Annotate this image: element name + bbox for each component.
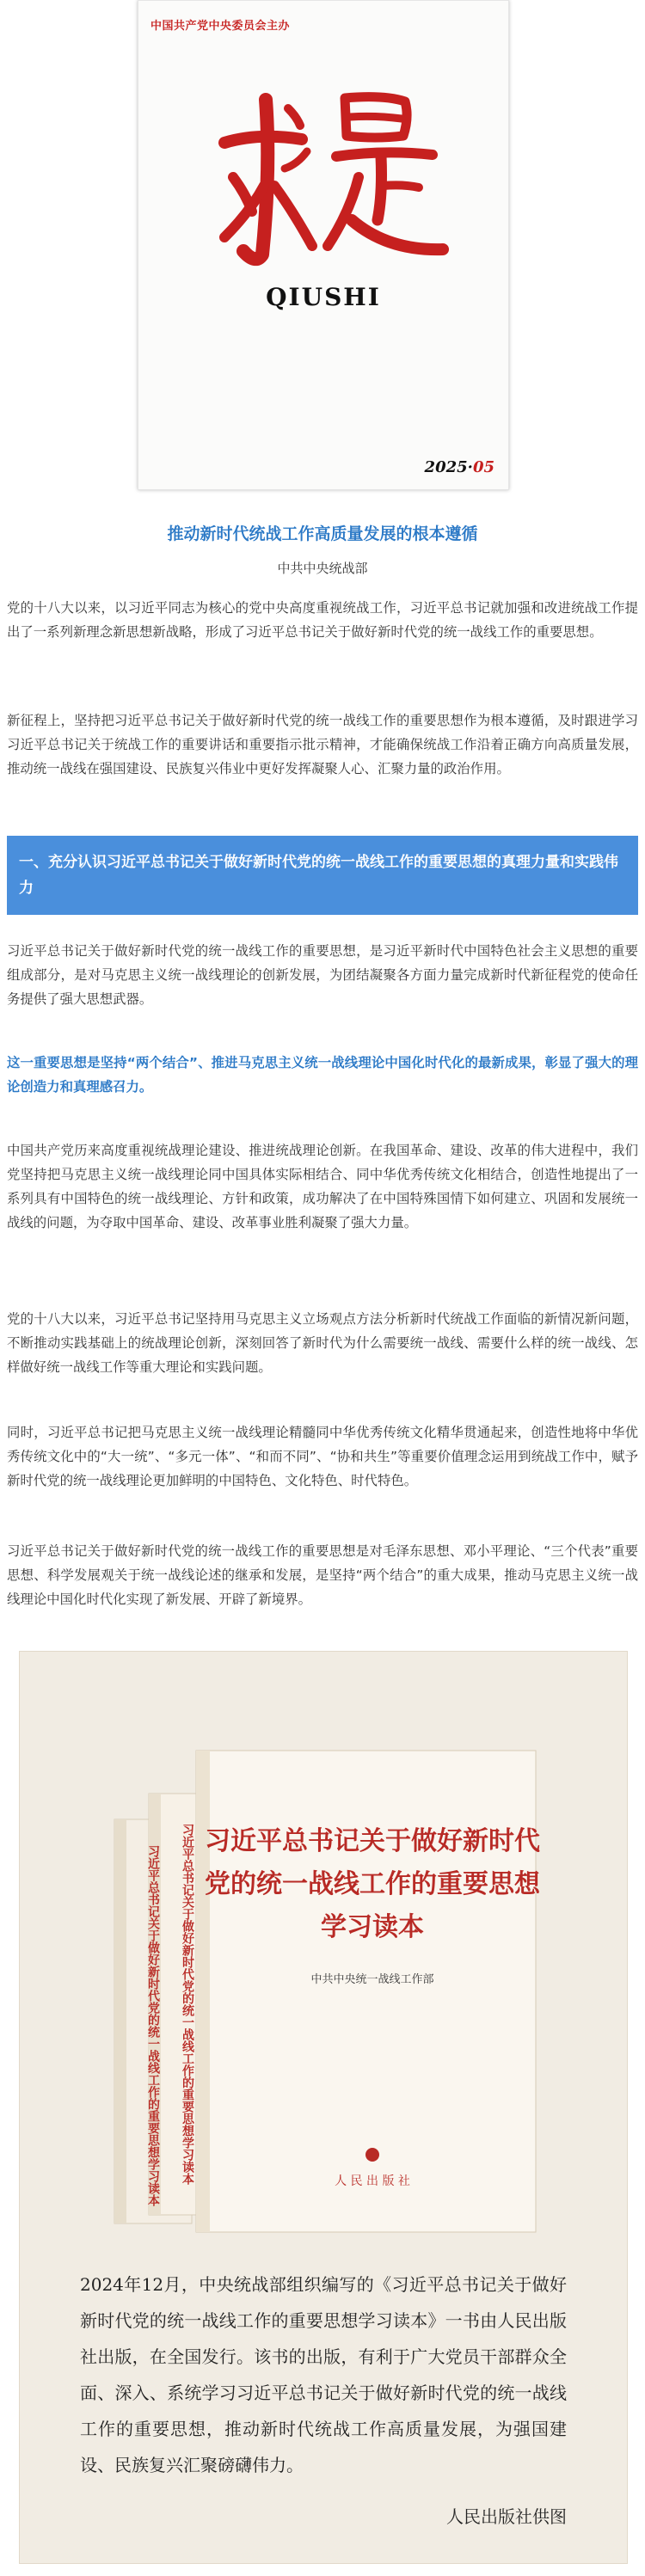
book-cover-title-line3: 学习读本 <box>321 1912 424 1942</box>
article-author: 中共中央统战部 <box>277 561 368 576</box>
book-photo <box>19 1651 628 2564</box>
intro-paragraph-2: 新征程上，坚持把习近平总书记关于做好新时代党的统一战线工作的重要思想作为根本遵循，及时跟进学习习近平总书记关于统战工作的重要讲话和重要指示批示精神，才能确保统战工作沿着正确方向高质量发展，推动统一战线在强国建设、民族复兴伟业中更好发挥凝聚人心、汇聚力量的政治作用。 <box>7 713 638 776</box>
spine-title-1: 习近平总书记关于做好新时代党的统一战线工作的重要思想学习读本 <box>146 1845 160 2206</box>
cover-sponsor: 中国共产党中央委员会主办 <box>150 20 291 33</box>
intro-paragraph-1: 党的十八大以来，以习近平同志为核心的党中央高度重视统战工作，习近平总书记就加强和改进统战工作提出了一系列新理念新思想新战略，形成了习近平总书记关于做好新时代党的统一战线工作的重要思想。 <box>7 600 638 640</box>
section1-paragraph-4: 党的十八大以来，习近平总书记坚持用马克思主义立场观点方法分析新时代统战工作面临的新情况新问题，不断推动实践基础上的统战理论创新，深刻回答了新时代为什么需要统一战线、需要什么样的统一战线、怎样做好统一战线工作等重大理论和实践问题。 <box>7 1311 638 1375</box>
qiushi-calligraphy-logo <box>199 83 457 272</box>
book-cover-editor: 中共中央统一战线工作部 <box>310 1973 434 1986</box>
section-heading-1: 一、充分认识习近平总书记关于做好新时代党的统一战线工作的重要思想的真理力量和实践伟力 <box>7 836 638 915</box>
cover-latin-title: QIUSHI <box>266 283 381 311</box>
section1-paragraph-3: 中国共产党历来高度重视统战理论建设、推进统战理论创新。在我国革命、建设、改革的伟大进程中，我们党坚持把马克思主义统一战线理论同中国具体实际相结合、同中华优秀传统文化相结合，创造性地提出了一系列具有中国特色的统一战线理论、方针和政策，成功解决了在中国特殊国情下如何建立、巩固和发展统一战线的问题，为夺取中国革命、建设、改革事业胜利凝聚了强大力量。 <box>7 1143 638 1230</box>
cover-issue-number <box>425 458 494 476</box>
book-cover-publisher: 人 民 出 版 社 <box>335 2174 410 2188</box>
issue-num: 05 <box>472 458 494 476</box>
issue-separator: · <box>467 458 473 476</box>
spine-title-2: 习近平总书记关于做好新时代党的统一战线工作的重要思想学习读本 <box>181 1824 194 2185</box>
issue-year: 2025 <box>424 458 468 476</box>
section1-paragraph-1: 习近平总书记关于做好新时代党的统一战线工作的重要思想，是习近平新时代中国特色社会主义思想的重要组成部分，是对马克思主义统一战线理论的创新发展，为团结凝聚各方面力量完成新时代新征程党的使命任务提供了强大思想武器。 <box>7 943 638 1007</box>
photo-credit: 人民出版社供图 <box>446 2506 567 2527</box>
article-title: 推动新时代统战工作高质量发展的根本遵循 <box>167 524 478 543</box>
magazine-cover <box>138 0 509 490</box>
book-stack-image <box>46 1673 601 2249</box>
book-cover-title-line1: 习近平总书记关于做好新时代 <box>205 1826 540 1856</box>
publisher-logo-icon <box>366 2148 379 2162</box>
photo-caption: 2024年12月，中央统战部组织编写的《习近平总书记关于做好新时代党的统一战线工作的重要思想学习读本》一书由人民出版社出版，在全国发行。该书的出版，有利于广大党员干部群众全面、深入、系统学习习近平总书记关于做好新时代党的统一战线工作的重要思想，推动新时代统战工作高质量发展，为强国建设、民族复兴汇聚磅礴伟力。 <box>80 2274 567 2475</box>
section1-paragraph-5: 同时，习近平总书记把马克思主义统一战线理论精髓同中华优秀传统文化精华贯通起来，创造性地将中华优秀传统文化中的“大一统”、“多元一体”、“和而不同”、“协和共生”等重要价值理念运用到统战工作中，赋予新时代党的统一战线理论更加鲜明的中国特色、文化特色、时代特色。 <box>7 1425 638 1488</box>
section1-highlight-paragraph: 这一重要思想是坚持“两个结合”、推进马克思主义统一战线理论中国化时代化的最新成果，彰显了强大的理论创造力和真理感召力。 <box>7 1055 638 1095</box>
book-cover-title-line2: 党的统一战线工作的重要思想 <box>205 1869 540 1899</box>
section1-paragraph-6: 习近平总书记关于做好新时代党的统一战线工作的重要思想是对毛泽东思想、邓小平理论、“三个代表”重要思想、科学发展观关于统一战线论述的继承和发展，是坚持“两个结合”的重大成果，推动马克思主义统一战线理论中国化时代化实现了新发展、开辟了新境界。 <box>7 1543 638 1607</box>
